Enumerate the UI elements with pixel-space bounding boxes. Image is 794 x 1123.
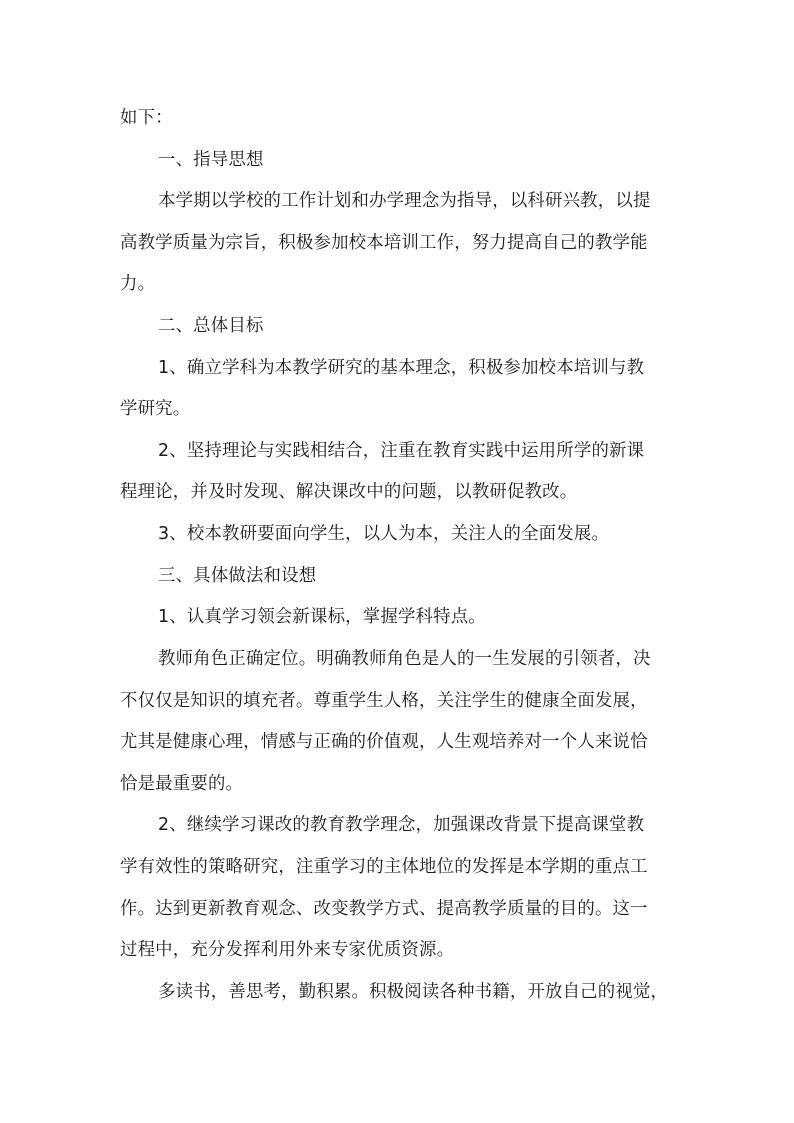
text-line: 教师角色正确定位。明确教师角色是人的一生发展的引领者，决 [158, 649, 651, 669]
text-line: 2、坚持理论与实践相结合，注重在教育实践中运用所学的新课 [158, 441, 645, 461]
text-line: 3、校本教研要面向学生，以人为本，关注人的全面发展。 [158, 524, 610, 544]
text-line: 多读书，善思考，勤积累。积极阅读各种书籍，开放自己的视觉， [158, 982, 669, 1002]
text-line: 本学期以学校的工作计划和办学理念为指导，以科研兴教，以提 [158, 191, 651, 211]
text-line: 高教学质量为宗旨，积极参加校本培训工作，努力提高自己的教学能 [120, 233, 648, 253]
text-line: 过程中，充分发挥利用外来专家优质资源。 [120, 940, 455, 960]
section-heading: 三、具体做法和设想 [158, 566, 317, 586]
text-line: 学有效性的策略研究，注重学习的主体地位的发挥是本学期的重点工 [120, 857, 648, 877]
text-line: 学研究。 [120, 399, 191, 419]
text-line: 恰是最重要的。 [120, 774, 244, 794]
section-heading: 二、总体目标 [158, 316, 264, 336]
text-line: 2、继续学习课改的教育教学理念，加强课改背景下提高课堂教 [158, 815, 645, 835]
text-line: 不仅仅是知识的填充者。尊重学生人格，关注学生的健康全面发展， [120, 691, 648, 711]
text-line: 作。达到更新教育观念、改变教学方式、提高教学质量的目的。这一 [120, 899, 648, 919]
text-line: 1、认真学习领会新课标，掌握学科特点。 [158, 607, 486, 627]
text-line: 尤其是健康心理，情感与正确的价值观，人生观培养对一个人来说恰 [120, 732, 648, 752]
text-line: 1、确立学科为本教学研究的基本理念，积极参加校本培训与教 [158, 358, 645, 378]
text-line: 程理论，并及时发现、解决课改中的问题，以教研促教改。 [120, 482, 578, 502]
text-line: 力。 [120, 274, 156, 294]
section-heading: 一、指导思想 [158, 150, 264, 170]
text-line: 如下： [120, 108, 173, 128]
